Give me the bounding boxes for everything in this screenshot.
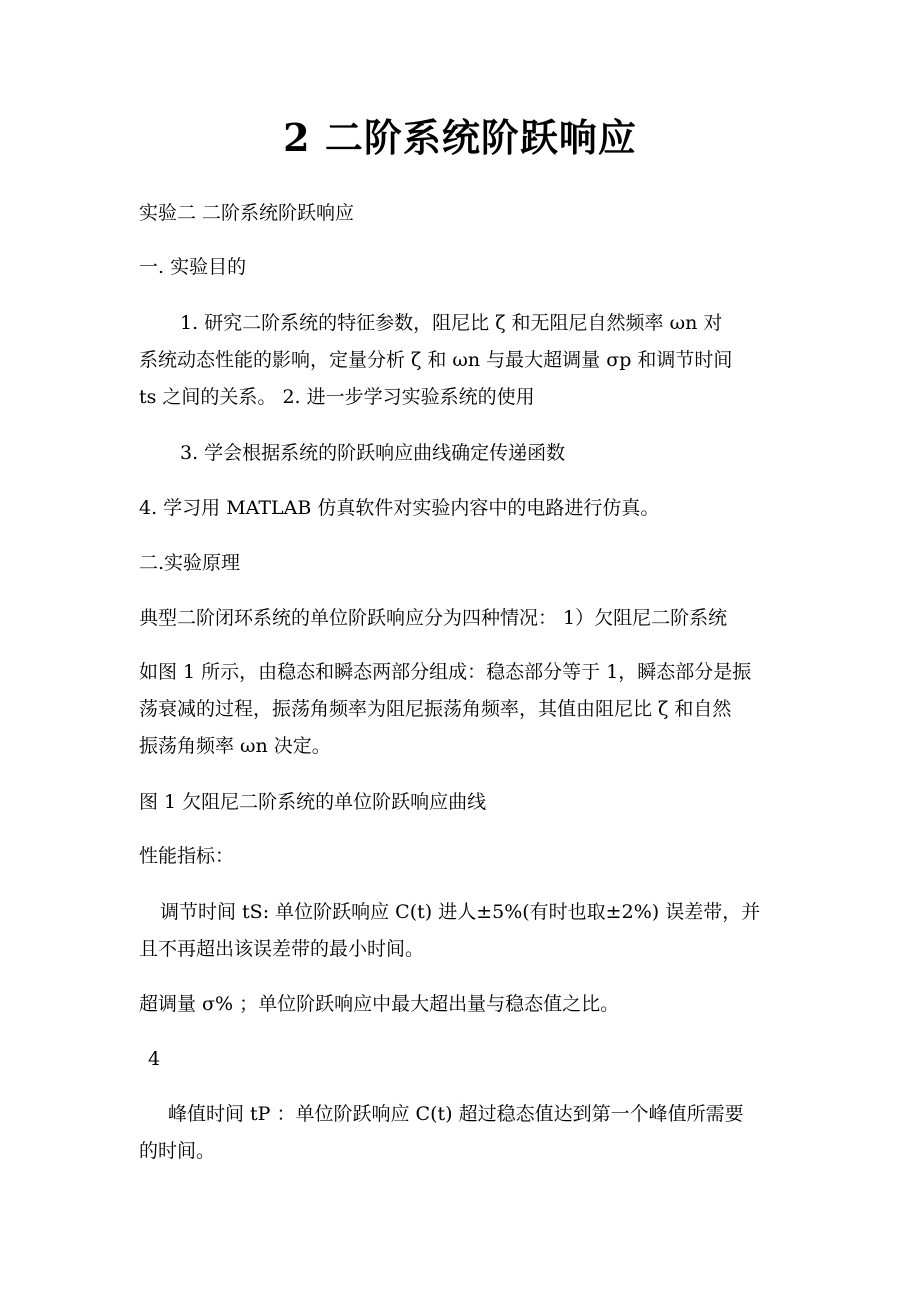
principle-paragraph-line-3: 振荡角频率 ωn 决定。 bbox=[139, 735, 331, 757]
objective-item-1-line-1: 1. 研究二阶系统的特征参数，阻尼比 ζ 和无阻尼自然频率 ωn 对 bbox=[180, 312, 723, 334]
principle-paragraph-line-2: 荡衰减的过程，振荡角频率为阻尼振荡角频率，其值由阻尼比 ζ 和自然 bbox=[139, 698, 732, 720]
principle-intro-line: 典型二阶闭环系统的单位阶跃响应分为四种情况： 1）欠阻尼二阶系统 bbox=[139, 607, 728, 629]
peak-time-line-2: 的时间。 bbox=[139, 1140, 216, 1162]
overshoot-line: 超调量 σ% ；单位阶跃响应中最大超出量与稳态值之比。 bbox=[139, 993, 620, 1015]
subtitle-line: 实验二 二阶系统阶跃响应 bbox=[139, 202, 355, 224]
section-heading-objective: 一. 实验目的 bbox=[139, 256, 247, 278]
peak-time-line-1: 峰值时间 tP ：单位阶跃响应 C(t) 超过稳态值达到第一个峰值所需要 bbox=[168, 1103, 744, 1125]
document-title: 2 二阶系统阶跃响应 bbox=[283, 115, 637, 160]
performance-heading: 性能指标： bbox=[139, 845, 235, 867]
objective-item-1-line-2: 系统动态性能的影响，定量分析 ζ 和 ωn 与最大超调量 σp 和调节时间 bbox=[139, 349, 733, 371]
settling-time-line-1: 调节时间 tS: 单位阶跃响应 C(t) 进人±5%(有时也取±2%) 误差带，并 bbox=[160, 901, 761, 923]
objective-item-4: 4. 学习用 MATLAB 仿真软件对实验内容中的电路进行仿真。 bbox=[139, 497, 660, 519]
figure-caption: 图 1 欠阻尼二阶系统的单位阶跃响应曲线 bbox=[139, 791, 487, 813]
settling-time-line-2: 且不再超出该误差带的最小时间。 bbox=[139, 938, 425, 960]
objective-item-3: 3. 学会根据系统的阶跃响应曲线确定传递函数 bbox=[180, 442, 566, 464]
section-heading-principle: 二.实验原理 bbox=[139, 552, 241, 574]
objective-item-1-line-3: ts 之间的关系。 2. 进一步学习实验系统的使用 bbox=[139, 386, 535, 408]
page-number: 4 bbox=[148, 1048, 161, 1070]
principle-paragraph-line-1: 如图 1 所示，由稳态和瞬态两部分组成：稳态部分等于 1，瞬态部分是振 bbox=[139, 661, 752, 683]
